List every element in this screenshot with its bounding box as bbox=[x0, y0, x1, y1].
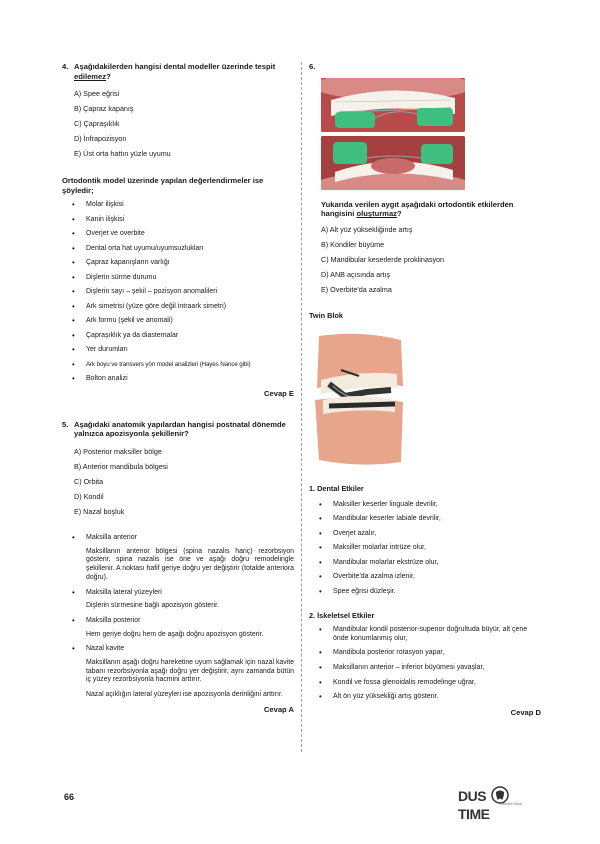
list-item: • Bolton analizi bbox=[72, 372, 294, 387]
option-e[interactable]: E) Overbite'da azalma bbox=[321, 284, 392, 294]
question-6-stem: Yukarıda verilen aygıt aşağıdaki ortodontik etkilerden hangisini oluşturmaz? bbox=[321, 199, 514, 219]
negation-word: oluşturmaz bbox=[356, 209, 397, 219]
list-item: • Maksiller molarlar intrüze olur, bbox=[319, 541, 541, 556]
option-b[interactable]: B) Kondiler büyüme bbox=[321, 239, 385, 249]
list-item: • Alt ön yüz yüksekliği artış gösterir. bbox=[319, 693, 541, 702]
question-5-stem bbox=[62, 420, 294, 439]
question-number: 4. bbox=[62, 62, 69, 71]
list-item: • Kanin ilişkisi bbox=[72, 213, 294, 228]
negation-word: edilemez bbox=[74, 71, 107, 81]
explanation-text: Dişlerin sürmesine bağlı apozisyon gösterir. bbox=[86, 602, 219, 610]
explanation-text: Maksillanın anterior bölgesi (spina nazalis hariç) rezorbsiyon gösterir, spina nazalis ise öne ve aşağı doğru remodelingle şekillenir. A noktası hafif geriye doğru yer değiştirir (totalde anteriora doğru). bbox=[86, 547, 294, 581]
option-c[interactable]: C) Çapraşıklık bbox=[74, 119, 120, 129]
list-item: • Mandibular keserler labiale devrilir, bbox=[319, 512, 541, 527]
answer-key: Cevap E bbox=[264, 388, 294, 398]
column-divider bbox=[301, 62, 302, 752]
logo-tagline: Kalemin Gücü bbox=[500, 802, 522, 806]
model-section-title: Ortodontik model üzerinde yapılan değerlendirmeler ise şöyledir; bbox=[62, 176, 264, 195]
upper-appliance-image bbox=[321, 78, 465, 132]
explanation-text: Nazal açıklığın lateral yüzeyleri ise apozisyonla derinliğini arttırır. bbox=[86, 691, 283, 699]
twin-block-label: Twin Blok bbox=[309, 310, 343, 320]
option-d[interactable]: D) İnfrapozisyon bbox=[74, 134, 127, 144]
list-item: • Kondil ve fossa glenoidalis remodelinge uğrar, bbox=[319, 679, 541, 688]
dental-effects-title: 1. Dental Etkiler bbox=[309, 484, 364, 494]
upper-appliance-drawing bbox=[321, 78, 465, 132]
twin-block-drawing bbox=[311, 330, 407, 470]
question-5-options bbox=[74, 444, 294, 519]
explanation-title: • Maksilla lateral yüzeyleri bbox=[72, 586, 294, 601]
explanation-title: • Maksilla anterior bbox=[72, 531, 294, 546]
question-6-options bbox=[321, 222, 541, 297]
list-item: • Spee eğrisi düzleşir. bbox=[319, 585, 541, 600]
explanation-text: Hem geriye doğru hem de aşağı doğru apozisyon gösterir. bbox=[86, 630, 264, 638]
option-e[interactable]: E) Nazal boşluk bbox=[74, 507, 125, 517]
skeletal-effects-title: 2. İskeletsel Etkiler bbox=[309, 611, 375, 621]
option-a[interactable]: A) Alt yüz yüksekliğinde artış bbox=[321, 224, 413, 234]
twin-block-image bbox=[311, 330, 407, 470]
page-number: 66 bbox=[64, 792, 75, 802]
answer-key: Cevap D bbox=[510, 707, 541, 717]
explanation-title: • Nazal kavite bbox=[72, 642, 294, 657]
list-item: • Dental orta hat uyumu/uyumsuzlukları bbox=[72, 242, 294, 257]
lower-appliance-image bbox=[321, 136, 465, 190]
list-item: • Ark formu (şekil ve anomali) bbox=[72, 314, 294, 329]
question-4-options bbox=[74, 86, 294, 161]
question-6-number: 6. bbox=[309, 62, 316, 71]
explanation-text: Maksillanın aşağı doğru hareketine uyum sağlamak için nazal kavite tabanı rezorbsiyonla aşağı doğru yer değiştirir, aynı zamanda bütün iç yüzey rezorbsiyonla hacmini arttırır. bbox=[86, 658, 294, 684]
list-item: • Yer durumları bbox=[72, 343, 294, 358]
list-item: • Mandibular molarlar ekstrüze olur, bbox=[319, 556, 541, 571]
list-item: • Molar ilişkisi bbox=[72, 198, 294, 213]
model-evaluation-list bbox=[62, 198, 294, 387]
logo-left-text: DUS bbox=[458, 788, 487, 804]
question-text: Aşağıdaki anatomik yapılardan hangisi postnatal dönemde yalnızca apozisyonla şekillenir? bbox=[74, 419, 286, 439]
answer-key: Cevap A bbox=[263, 705, 294, 715]
right-column bbox=[309, 62, 541, 717]
option-a[interactable]: A) Posterior maksiller bölge bbox=[74, 447, 162, 457]
option-e[interactable]: E) Üst orta hattın yüzle uyumu bbox=[74, 149, 171, 159]
question-text: Yukarıda verilen aygıt aşağıdaki ortodontik etkilerden hangisini bbox=[321, 199, 514, 219]
list-item: • Çapraşıklık ya da diastemalar bbox=[72, 329, 294, 344]
dustime-logo bbox=[458, 786, 540, 822]
logo-right-text: TIME bbox=[458, 806, 490, 822]
explanation-title: • Maksilla posterior bbox=[72, 614, 294, 629]
list-item: • Dişlerin sayı – şekil – pozisyon anomalileri bbox=[72, 285, 294, 300]
list-item: • Overjet ve overbite bbox=[72, 227, 294, 242]
list-item: • Maksillanın anterior – inferior büyümesi yavaşlar, bbox=[319, 664, 541, 673]
dental-effects-list bbox=[309, 498, 541, 600]
list-item: • Mandibular kondil posterior-superior doğrultuda büyür, alt çene önde konumlanmış olur, bbox=[319, 626, 541, 644]
option-c[interactable]: C) Mandibular keserlerde proklinasyon bbox=[321, 254, 445, 264]
option-d[interactable]: D) ANB açısında artış bbox=[321, 269, 391, 279]
question-text: Aşağıdakilerden hangisi dental modeller üzerinde tespit bbox=[74, 62, 276, 71]
list-item: • Ark simetrisi (yüze göre değil intraark simetri) bbox=[72, 300, 294, 315]
explanation-list bbox=[62, 531, 294, 546]
list-item: • Mandibula posterior rotasyon yapar, bbox=[319, 649, 541, 658]
list-item: • Çapraz kapanışların varlığı bbox=[72, 256, 294, 271]
skeletal-effects-list bbox=[309, 626, 541, 702]
lower-appliance-drawing bbox=[321, 136, 465, 190]
option-a[interactable]: A) Spee eğrisi bbox=[74, 89, 120, 99]
list-item: • Dişlerin sürme durumu bbox=[72, 271, 294, 286]
list-item: • Overjet azalır, bbox=[319, 527, 541, 542]
option-d[interactable]: D) Kondil bbox=[74, 492, 104, 502]
option-b[interactable]: B) Anterior mandibula bölgesi bbox=[74, 462, 168, 472]
list-item: • Ark boyu ve transvers yön model analizleri (Hayes Nance gibi) bbox=[72, 358, 294, 373]
option-c[interactable]: C) Orbita bbox=[74, 477, 104, 487]
list-item: • Maksiller keserler linguale devrilir, bbox=[319, 498, 541, 513]
left-column bbox=[62, 62, 294, 714]
question-number: 5. bbox=[62, 419, 69, 429]
option-b[interactable]: B) Çapraz kapanış bbox=[74, 104, 134, 114]
list-item: • Overbite'da azalma izlenir, bbox=[319, 570, 541, 585]
question-4-stem: 4. Aşağıdakilerden hangisi dental modeller üzerinde tespit edilemez? bbox=[62, 62, 276, 81]
